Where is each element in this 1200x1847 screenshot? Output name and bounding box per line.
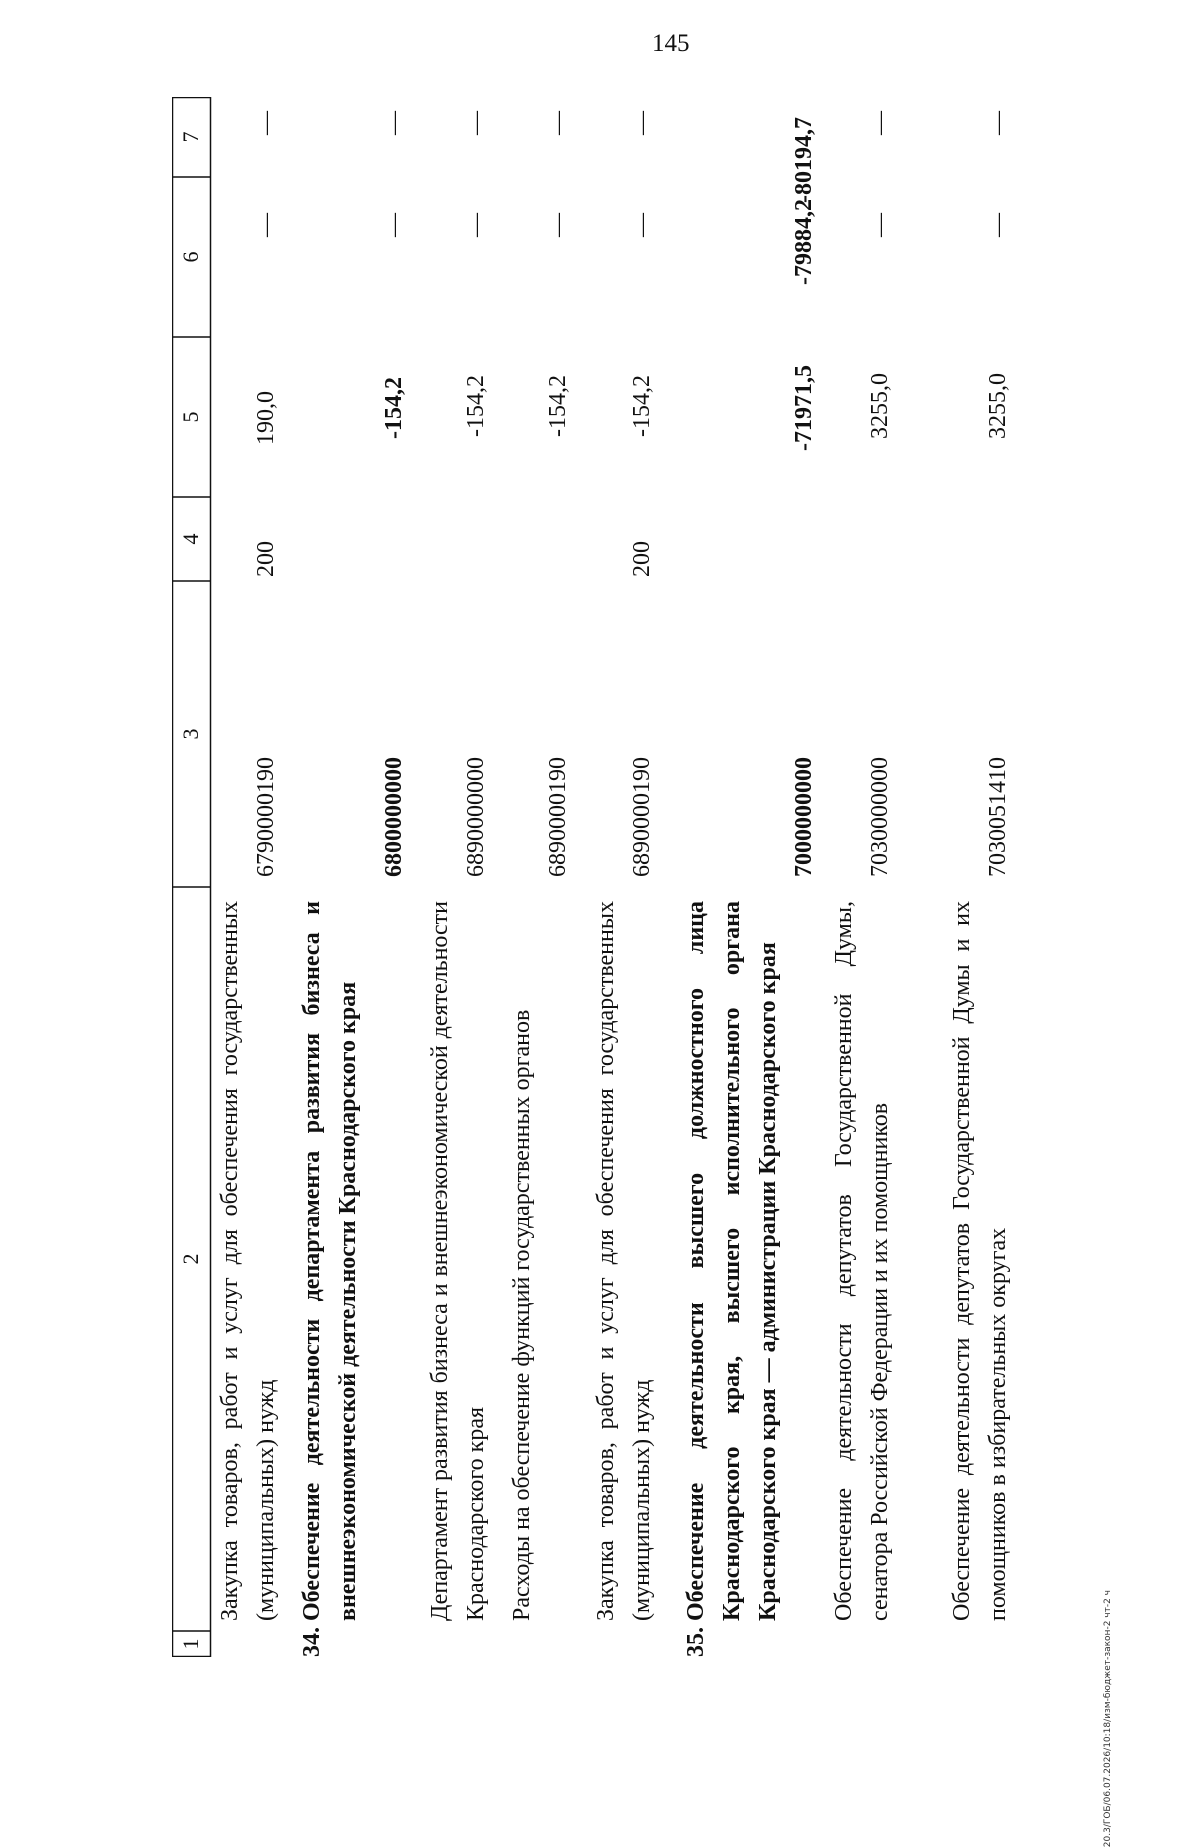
row-description: Закупка товаров, работ и услуг для обеспечения государственных (муниципальных) нужд (217, 901, 279, 1621)
row-amount-col6: — (381, 213, 407, 237)
row-amount-col5: -154,2 (463, 375, 489, 437)
row-amount-col6: — (985, 213, 1011, 237)
row-description: Расходы на обеспечение функций государственных органов (509, 1009, 535, 1621)
header-col-2: 2 (178, 1253, 203, 1265)
row-description: Обеспечение деятельности высшего должностного лица Краснодарского края, высшего исполнительного органа Краснодарского края — администрации Краснодарского края (683, 901, 781, 1621)
header-col-4: 4 (178, 533, 203, 545)
table-row (826, 97, 938, 1657)
row-code: 6890000190 (629, 757, 655, 877)
row-amount-col6: -79884,2 (791, 199, 817, 285)
row-code: 6800000000 (381, 757, 407, 877)
row-code: 7030051410 (985, 757, 1011, 877)
row-code: 6890000000 (463, 757, 489, 877)
budget-table (172, 97, 1102, 1657)
row-number: 35. (683, 1627, 709, 1657)
row-amount-col7: — (545, 111, 571, 135)
table-row (504, 97, 580, 1657)
row-amount-col5: 3255,0 (867, 373, 893, 439)
table-row (678, 97, 828, 1657)
row-amount-col5: -71971,5 (791, 365, 817, 451)
header-col-6: 6 (178, 251, 203, 263)
table-row (422, 97, 498, 1657)
row-amount-col5: 190,0 (253, 391, 279, 445)
row-amount-col7: — (985, 111, 1011, 135)
table-row (212, 97, 292, 1657)
header-col-1: 1 (178, 1638, 203, 1650)
row-amount-col7: — (253, 111, 279, 135)
row-amount-col5: -154,2 (545, 375, 571, 437)
row-expense-type: 200 (629, 541, 655, 577)
row-code: 6790000190 (253, 757, 279, 877)
row-code: 7000000000 (791, 757, 817, 877)
row-number: 34. (299, 1627, 325, 1657)
row-amount-col5: -154,2 (629, 375, 655, 437)
row-amount-col7: — (629, 111, 655, 135)
row-expense-type: 200 (253, 541, 279, 577)
row-amount-col6: — (545, 213, 571, 237)
page-number: 145 (652, 30, 690, 57)
header-col-7: 7 (178, 131, 203, 143)
header-col-3: 3 (178, 728, 203, 740)
header-col-5: 5 (178, 411, 203, 423)
row-amount-col7: -80194,7 (791, 117, 817, 203)
row-amount-col6: — (629, 213, 655, 237)
row-code: 6890000190 (545, 757, 571, 877)
row-description: Обеспечение деятельности депутатов Государственной Думы и их помощников в избирательных округах (949, 901, 1011, 1621)
row-description: Департамент развития бизнеса и внешнеэкономической деятельности Краснодарского края (427, 901, 489, 1621)
row-amount-col7: — (867, 111, 893, 135)
table-row (588, 97, 664, 1657)
row-amount-col5: 3255,0 (985, 373, 1011, 439)
row-description: Обеспечение деятельности депутатов Государственной Думы, сенатора Российской Федерации и их помощников (831, 901, 893, 1621)
row-amount-col7: — (463, 111, 489, 135)
table-row (944, 97, 1056, 1657)
row-amount-col6: — (867, 213, 893, 237)
row-code: 7030000000 (867, 757, 893, 877)
row-amount-col6: — (253, 213, 279, 237)
table-row (294, 97, 412, 1657)
row-amount-col5: -154,2 (381, 377, 407, 439)
row-description: Обеспечение деятельности департамента развития бизнеса и внешнеэкономической деятельности Краснодарского края (299, 901, 361, 1621)
row-amount-col6: — (463, 213, 489, 237)
row-amount-col7: — (381, 111, 407, 135)
row-description: Закупка товаров, работ и услуг для обеспечения государственных (муниципальных) нужд (593, 901, 655, 1621)
document-footer: 20.3/ГОБ/06.07.2026/10:18/изм-бюджет-закон-2 чт-2 ч (1103, 1590, 1113, 1847)
